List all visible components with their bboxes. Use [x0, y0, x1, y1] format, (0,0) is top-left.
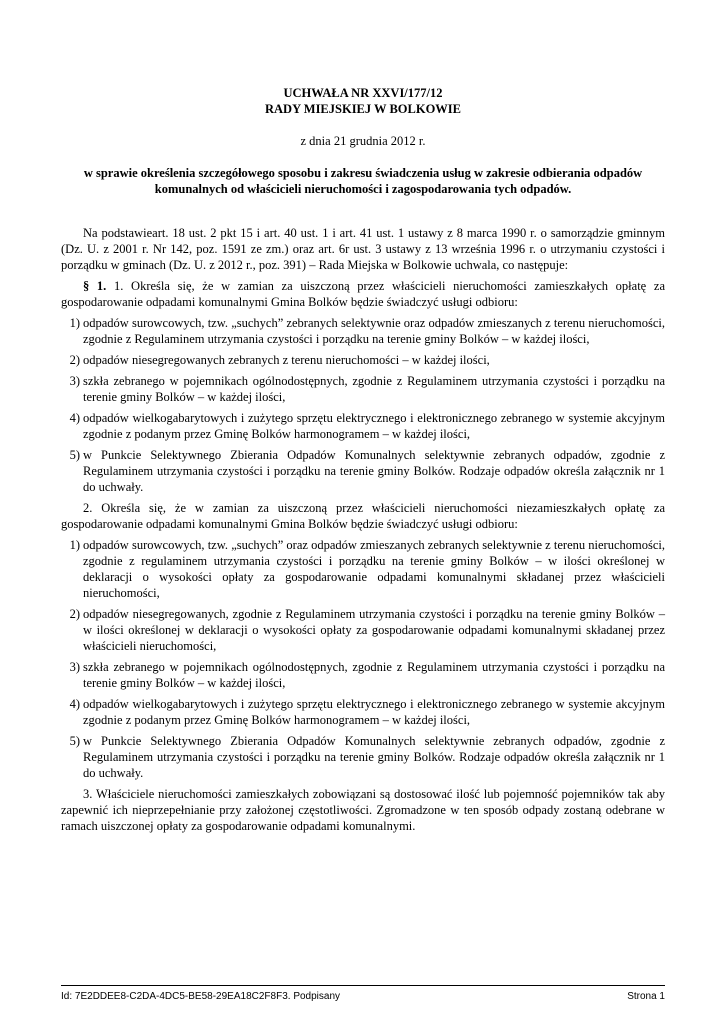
list-item-number: 3): [69, 660, 80, 674]
list-item: [61, 696, 665, 728]
list-item-number: 1): [69, 538, 80, 552]
list-item-text: szkła zebranego w pojemnikach ogólnodostępnych, zgodnie z Regulaminem utrzymania czystości i porządku na terenie gminy Bolków – w każdej ilości,: [83, 374, 665, 404]
list-item: [61, 447, 665, 495]
list-2: [61, 537, 665, 781]
list-item-number: 5): [69, 448, 80, 462]
list-item: [61, 606, 665, 654]
preamble: Na podstawieart. 18 ust. 2 pkt 15 i art. 40 ust. 1 i art. 41 ust. 1 ustawy z 8 marca 1990 r. o samorządzie gminnym (Dz. U. z 2001 r. Nr 142, poz. 1591 ze zm.) oraz art. 6r ust. 3 ustawy z 13 września 1996 r. o utrzymaniu czystości i porządku w gminach (Dz. U. z 2012 r., poz. 391) – Rada Miejska w Bolkowie uchwala, co następuje:: [61, 226, 665, 272]
page-number: Strona 1: [627, 991, 665, 1002]
list-item-number: 2): [69, 353, 80, 367]
list-item-text: szkła zebranego w pojemnikach ogólnodostępnych, zgodnie z Regulaminem utrzymania czystości i porządku na terenie gminy Bolków – w każdej ilości,: [83, 660, 665, 690]
list-item-text: w Punkcie Selektywnego Zbierania Odpadów Komunalnych selektywnie zebranych odpadów, zgodnie z Regulaminem utrzymania czystości i porządku na terenie gminy Bolków. Rodzaje odpadów określa załącznik nr 1 do uchwały.: [83, 734, 665, 780]
list-item-number: 4): [69, 411, 80, 425]
list-item-number: 3): [69, 374, 80, 388]
resolution-number: UCHWAŁA NR XXVI/177/12: [283, 86, 443, 100]
resolution-date: z dnia 21 grudnia 2012 r.: [300, 134, 426, 148]
list-item-text: odpadów niesegregowanych, zgodnie z Regulaminem utrzymania czystości i porządku na terenie gminy Bolków – w ilości określonej w deklaracji o wysokości opłaty za gospodarowanie odpadami komunalnymi składanej przez właścicieli nieruchomości,: [83, 607, 665, 653]
list-item-text: odpadów surowcowych, tzw. „suchych” zebranych selektywnie oraz odpadów zmieszanych z terenu nieruchomości, zgodnie z Regulaminem utrzymania czystości i porządku na terenie gminy Bolków – w każdej ilości,: [83, 316, 665, 346]
list-item-text: odpadów surowcowych, tzw. „suchych” oraz odpadów zmieszanych zebranych selektywnie z terenu nieruchomości, zgodnie z regulaminem utrzymania czystości i porządku na terenie gminy Bolków – w ilości określonej w deklaracji o wysokości opłaty za gospodarowanie odpadami komunalnymi składanej przez właścicieli nieruchomości,: [83, 538, 665, 600]
section-1-paragraph-1: [61, 278, 665, 310]
list-item-text: w Punkcie Selektywnego Zbierania Odpadów Komunalnych selektywnie zebranych odpadów, zgodnie z Regulaminem utrzymania czystości i porządku na terenie gminy Bolków. Rodzaje odpadów określa załącznik nr 1 do uchwały.: [83, 448, 665, 494]
footer-divider: [61, 985, 665, 986]
list-item: [61, 315, 665, 347]
section-mark: § 1.: [83, 279, 107, 293]
list-item: [61, 659, 665, 691]
list-item-number: 4): [69, 697, 80, 711]
list-item: [61, 410, 665, 442]
section-1-intro: 1. Określa się, że w zamian za uiszczoną przez właścicieli nieruchomości zamieszkałych opłatę za gospodarowanie odpadami komunalnymi Gmina Bolków będzie świadczyć usługi odbioru:: [61, 279, 666, 309]
list-item: [61, 373, 665, 405]
section-1-paragraph-2: 2. Określa się, że w zamian za uiszczoną przez właścicieli nieruchomości niezamieszkałych opłatę za gospodarowanie odpadami komunalnymi Gmina Bolków będzie świadczyć usługi odbioru:: [61, 501, 665, 531]
list-item: [61, 352, 665, 368]
list-item-number: 5): [69, 734, 80, 748]
list-item-number: 1): [69, 316, 80, 330]
document-body: [61, 225, 665, 839]
list-item-text: odpadów wielkogabarytowych i zużytego sprzętu elektrycznego i elektronicznego zebranego w systemie akcyjnym zgodnie z podanym przez Gminę Bolków harmonogramem – w każdej ilości,: [83, 697, 665, 727]
council-name: RADY MIEJSKIEJ W BOLKOWIE: [265, 102, 461, 116]
resolution-subject: w sprawie określenia szczegółowego sposobu i zakresu świadczenia usług w zakresie odbierania odpadów komunalnych od właścicieli nieruchomości i zagospodarowania tych odpadów.: [83, 166, 643, 196]
list-item-number: 2): [69, 607, 80, 621]
list-1: [61, 315, 665, 495]
list-item: [61, 537, 665, 601]
list-item: [61, 733, 665, 781]
list-item-text: odpadów niesegregowanych zebranych z terenu nieruchomości – w każdej ilości,: [83, 353, 490, 367]
list-item-text: odpadów wielkogabarytowych i zużytego sprzętu elektrycznego i elektronicznego zebranego w systemie akcyjnym zgodnie z podanym przez Gminę Bolków harmonogramem – w każdej ilości,: [83, 411, 665, 441]
document-id: Id: 7E2DDEE8-C2DA-4DC5-BE58-29EA18C2F8F3. Podpisany: [61, 991, 341, 1002]
section-1-paragraph-3: 3. Właściciele nieruchomości zamieszkałych zobowiązani są dostosować ilość lub pojemność pojemników tak aby zapewnić ich nieprzepełnianie przy założonej częstotliwości. Zgromadzone w ten sposób odpady zostaną odebrane w ramach uiszczonej opłaty za gospodarowanie odpadami komunalnymi.: [61, 787, 665, 833]
